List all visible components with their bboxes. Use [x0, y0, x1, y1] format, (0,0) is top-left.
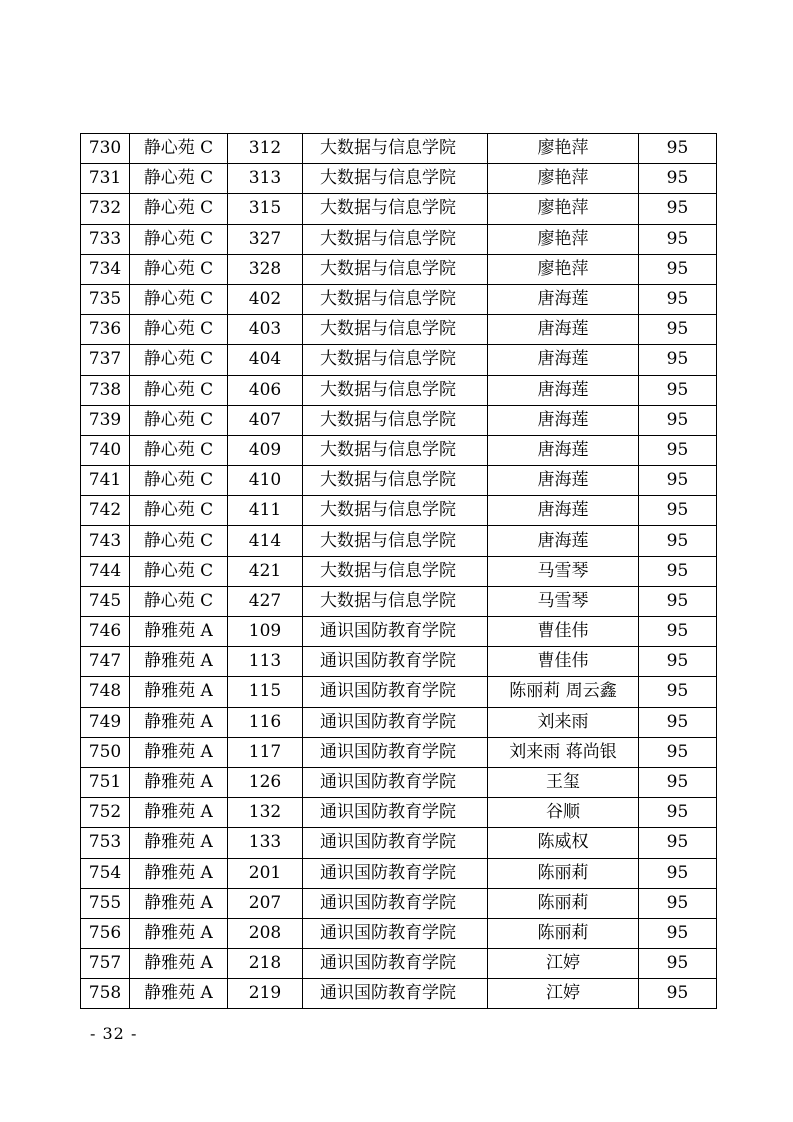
cell-person: 廖艳萍: [488, 194, 639, 224]
cell-building: 静雅苑 A: [130, 979, 228, 1009]
cell-college: 通识国防教育学院: [303, 737, 488, 767]
cell-score: 95: [639, 918, 717, 948]
cell-score: 95: [639, 224, 717, 254]
cell-person: 江婷: [488, 949, 639, 979]
cell-building: 静雅苑 A: [130, 617, 228, 647]
cell-person: 唐海莲: [488, 284, 639, 314]
table-row: [81, 345, 717, 375]
cell-college: 大数据与信息学院: [303, 556, 488, 586]
cell-room: 409: [228, 435, 303, 465]
cell-score: 95: [639, 798, 717, 828]
cell-college: 大数据与信息学院: [303, 224, 488, 254]
cell-college: 通识国防教育学院: [303, 828, 488, 858]
cell-room: 312: [228, 134, 303, 164]
cell-score: 95: [639, 586, 717, 616]
cell-index: 736: [81, 315, 130, 345]
cell-college: 大数据与信息学院: [303, 284, 488, 314]
cell-score: 95: [639, 496, 717, 526]
table-row: [81, 737, 717, 767]
cell-room: 427: [228, 586, 303, 616]
cell-building: 静心苑 C: [130, 496, 228, 526]
cell-building: 静心苑 C: [130, 194, 228, 224]
cell-person: 廖艳萍: [488, 254, 639, 284]
cell-building: 静雅苑 A: [130, 767, 228, 797]
table-row: [81, 254, 717, 284]
cell-college: 通识国防教育学院: [303, 647, 488, 677]
table-row: [81, 767, 717, 797]
cell-room: 219: [228, 979, 303, 1009]
cell-college: 通识国防教育学院: [303, 767, 488, 797]
table-row: [81, 466, 717, 496]
cell-person: 陈丽莉 周云鑫: [488, 677, 639, 707]
cell-score: 95: [639, 134, 717, 164]
cell-college: 大数据与信息学院: [303, 194, 488, 224]
cell-room: 402: [228, 284, 303, 314]
cell-person: 唐海莲: [488, 526, 639, 556]
cell-person: 江婷: [488, 979, 639, 1009]
cell-college: 大数据与信息学院: [303, 345, 488, 375]
cell-building: 静心苑 C: [130, 345, 228, 375]
cell-room: 327: [228, 224, 303, 254]
cell-person: 刘来雨: [488, 707, 639, 737]
cell-score: 95: [639, 526, 717, 556]
dormitory-score-table: [80, 133, 717, 1009]
cell-college: 通识国防教育学院: [303, 979, 488, 1009]
cell-person: 陈威权: [488, 828, 639, 858]
cell-index: 747: [81, 647, 130, 677]
cell-score: 95: [639, 858, 717, 888]
cell-index: 751: [81, 767, 130, 797]
cell-college: 大数据与信息学院: [303, 586, 488, 616]
cell-index: 746: [81, 617, 130, 647]
cell-person: 唐海莲: [488, 466, 639, 496]
cell-room: 109: [228, 617, 303, 647]
cell-room: 208: [228, 918, 303, 948]
cell-person: 曹佳伟: [488, 617, 639, 647]
cell-building: 静雅苑 A: [130, 918, 228, 948]
cell-building: 静雅苑 A: [130, 888, 228, 918]
cell-score: 95: [639, 315, 717, 345]
cell-building: 静雅苑 A: [130, 949, 228, 979]
cell-score: 95: [639, 617, 717, 647]
cell-college: 大数据与信息学院: [303, 134, 488, 164]
cell-room: 115: [228, 677, 303, 707]
cell-building: 静雅苑 A: [130, 737, 228, 767]
cell-score: 95: [639, 194, 717, 224]
cell-person: 唐海莲: [488, 315, 639, 345]
cell-college: 通识国防教育学院: [303, 617, 488, 647]
table-row: [81, 586, 717, 616]
cell-building: 静心苑 C: [130, 526, 228, 556]
cell-index: 757: [81, 949, 130, 979]
cell-person: 唐海莲: [488, 375, 639, 405]
cell-building: 静心苑 C: [130, 586, 228, 616]
cell-index: 740: [81, 435, 130, 465]
cell-score: 95: [639, 375, 717, 405]
cell-building: 静雅苑 A: [130, 707, 228, 737]
cell-college: 通识国防教育学院: [303, 949, 488, 979]
cell-person: 唐海莲: [488, 435, 639, 465]
cell-index: 738: [81, 375, 130, 405]
table-row: [81, 858, 717, 888]
cell-index: 734: [81, 254, 130, 284]
table-row: [81, 647, 717, 677]
cell-building: 静心苑 C: [130, 466, 228, 496]
cell-index: 739: [81, 405, 130, 435]
cell-room: 207: [228, 888, 303, 918]
cell-building: 静心苑 C: [130, 405, 228, 435]
table-row: [81, 918, 717, 948]
cell-index: 742: [81, 496, 130, 526]
table-row: [81, 435, 717, 465]
cell-room: 403: [228, 315, 303, 345]
cell-building: 静雅苑 A: [130, 677, 228, 707]
cell-person: 廖艳萍: [488, 224, 639, 254]
cell-building: 静心苑 C: [130, 254, 228, 284]
cell-index: 732: [81, 194, 130, 224]
cell-score: 95: [639, 405, 717, 435]
cell-room: 407: [228, 405, 303, 435]
cell-room: 113: [228, 647, 303, 677]
cell-building: 静雅苑 A: [130, 647, 228, 677]
table-body: [81, 134, 717, 1009]
cell-score: 95: [639, 556, 717, 586]
cell-college: 通识国防教育学院: [303, 677, 488, 707]
cell-index: 752: [81, 798, 130, 828]
cell-person: 陈丽莉: [488, 918, 639, 948]
cell-score: 95: [639, 828, 717, 858]
cell-building: 静雅苑 A: [130, 828, 228, 858]
cell-index: 735: [81, 284, 130, 314]
cell-score: 95: [639, 345, 717, 375]
table-row: [81, 798, 717, 828]
cell-person: 马雪琴: [488, 556, 639, 586]
cell-person: 廖艳萍: [488, 164, 639, 194]
cell-index: 753: [81, 828, 130, 858]
cell-room: 126: [228, 767, 303, 797]
cell-college: 通识国防教育学院: [303, 798, 488, 828]
cell-index: 743: [81, 526, 130, 556]
table-row: [81, 224, 717, 254]
cell-room: 133: [228, 828, 303, 858]
cell-building: 静心苑 C: [130, 375, 228, 405]
cell-room: 404: [228, 345, 303, 375]
cell-college: 大数据与信息学院: [303, 526, 488, 556]
cell-score: 95: [639, 888, 717, 918]
cell-college: 大数据与信息学院: [303, 435, 488, 465]
cell-college: 大数据与信息学院: [303, 496, 488, 526]
page-number: - 32 -: [90, 1024, 138, 1043]
cell-room: 414: [228, 526, 303, 556]
table-row: [81, 194, 717, 224]
cell-person: 唐海莲: [488, 496, 639, 526]
dormitory-score-table-container: [80, 133, 716, 1009]
cell-index: 733: [81, 224, 130, 254]
cell-person: 曹佳伟: [488, 647, 639, 677]
cell-score: 95: [639, 435, 717, 465]
cell-score: 95: [639, 707, 717, 737]
cell-score: 95: [639, 949, 717, 979]
cell-score: 95: [639, 979, 717, 1009]
cell-index: 754: [81, 858, 130, 888]
cell-index: 737: [81, 345, 130, 375]
cell-college: 通识国防教育学院: [303, 888, 488, 918]
cell-person: 廖艳萍: [488, 134, 639, 164]
cell-person: 陈丽莉: [488, 858, 639, 888]
cell-score: 95: [639, 737, 717, 767]
table-row: [81, 284, 717, 314]
table-row: [81, 979, 717, 1009]
cell-room: 406: [228, 375, 303, 405]
cell-room: 421: [228, 556, 303, 586]
cell-college: 大数据与信息学院: [303, 375, 488, 405]
cell-person: 谷顺: [488, 798, 639, 828]
cell-index: 750: [81, 737, 130, 767]
cell-index: 730: [81, 134, 130, 164]
table-row: [81, 888, 717, 918]
cell-score: 95: [639, 466, 717, 496]
cell-room: 315: [228, 194, 303, 224]
table-row: [81, 405, 717, 435]
table-row: [81, 375, 717, 405]
cell-college: 大数据与信息学院: [303, 315, 488, 345]
cell-person: 刘来雨 蒋尚银: [488, 737, 639, 767]
cell-index: 745: [81, 586, 130, 616]
cell-room: 328: [228, 254, 303, 284]
cell-building: 静心苑 C: [130, 134, 228, 164]
cell-building: 静雅苑 A: [130, 858, 228, 888]
table-row: [81, 556, 717, 586]
cell-score: 95: [639, 767, 717, 797]
cell-person: 王玺: [488, 767, 639, 797]
cell-college: 大数据与信息学院: [303, 254, 488, 284]
table-row: [81, 707, 717, 737]
table-row: [81, 828, 717, 858]
cell-score: 95: [639, 677, 717, 707]
cell-room: 410: [228, 466, 303, 496]
cell-room: 132: [228, 798, 303, 828]
cell-building: 静心苑 C: [130, 284, 228, 314]
cell-building: 静心苑 C: [130, 224, 228, 254]
cell-building: 静心苑 C: [130, 556, 228, 586]
cell-score: 95: [639, 164, 717, 194]
cell-score: 95: [639, 647, 717, 677]
cell-room: 117: [228, 737, 303, 767]
table-row: [81, 526, 717, 556]
cell-index: 741: [81, 466, 130, 496]
cell-building: 静心苑 C: [130, 164, 228, 194]
cell-score: 95: [639, 254, 717, 284]
cell-person: 唐海莲: [488, 405, 639, 435]
cell-room: 313: [228, 164, 303, 194]
cell-room: 116: [228, 707, 303, 737]
cell-index: 756: [81, 918, 130, 948]
cell-index: 755: [81, 888, 130, 918]
cell-score: 95: [639, 284, 717, 314]
cell-room: 201: [228, 858, 303, 888]
cell-college: 通识国防教育学院: [303, 858, 488, 888]
cell-college: 通识国防教育学院: [303, 707, 488, 737]
table-row: [81, 134, 717, 164]
cell-building: 静心苑 C: [130, 315, 228, 345]
cell-college: 大数据与信息学院: [303, 405, 488, 435]
cell-person: 唐海莲: [488, 345, 639, 375]
table-row: [81, 677, 717, 707]
cell-index: 748: [81, 677, 130, 707]
table-row: [81, 949, 717, 979]
table-row: [81, 496, 717, 526]
cell-building: 静雅苑 A: [130, 798, 228, 828]
table-row: [81, 164, 717, 194]
table-row: [81, 315, 717, 345]
cell-index: 758: [81, 979, 130, 1009]
cell-room: 411: [228, 496, 303, 526]
cell-college: 大数据与信息学院: [303, 466, 488, 496]
cell-index: 731: [81, 164, 130, 194]
cell-index: 749: [81, 707, 130, 737]
cell-index: 744: [81, 556, 130, 586]
cell-person: 陈丽莉: [488, 888, 639, 918]
cell-college: 通识国防教育学院: [303, 918, 488, 948]
table-row: [81, 617, 717, 647]
cell-room: 218: [228, 949, 303, 979]
cell-building: 静心苑 C: [130, 435, 228, 465]
cell-college: 大数据与信息学院: [303, 164, 488, 194]
cell-person: 马雪琴: [488, 586, 639, 616]
